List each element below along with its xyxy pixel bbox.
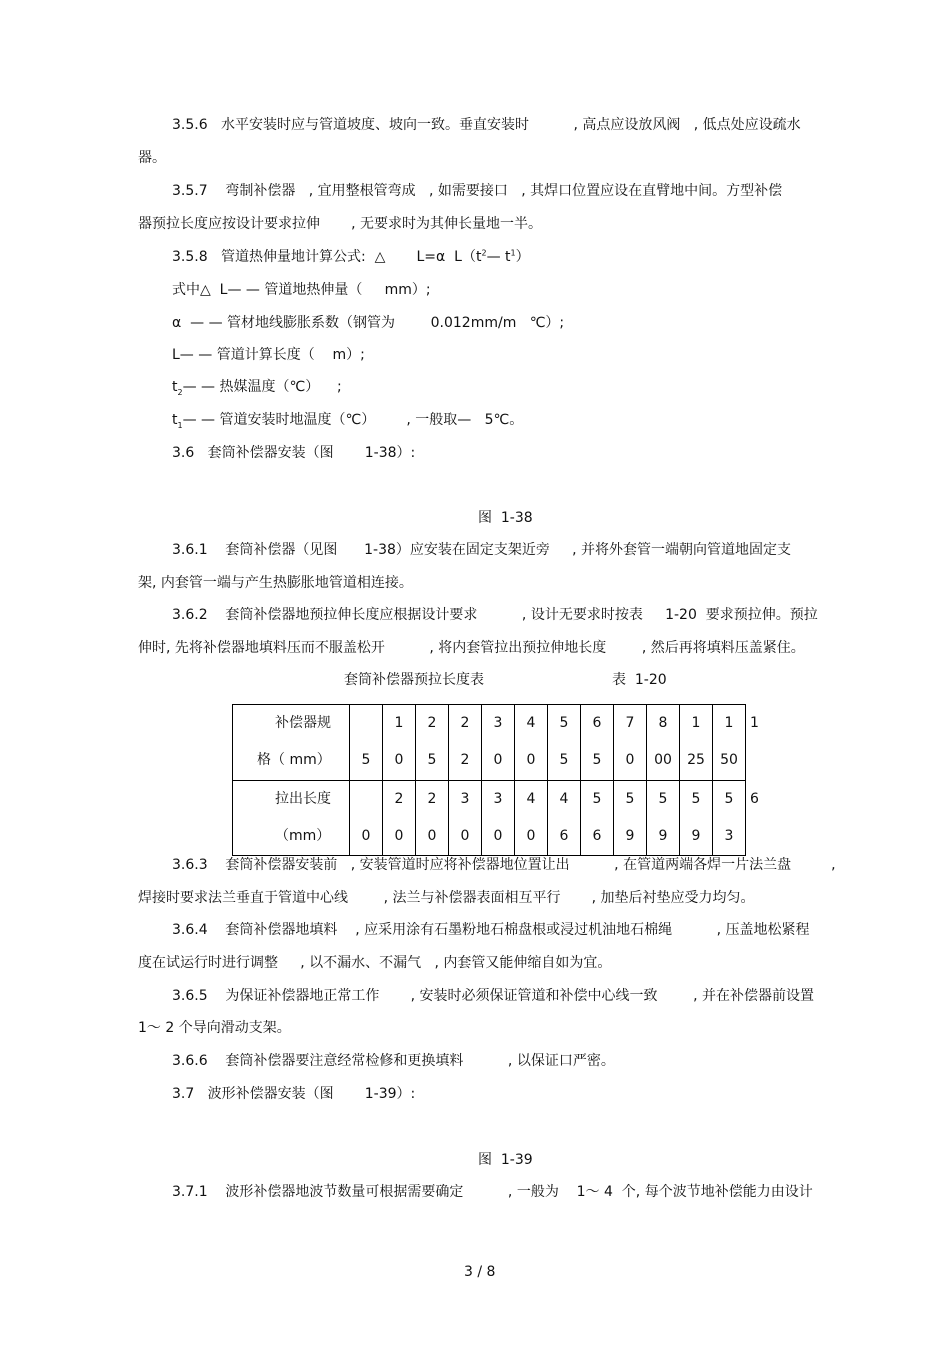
formula-mid: — t — [486, 249, 511, 265]
cell-text: 0 — [526, 828, 536, 844]
table-cell — [350, 705, 383, 781]
table-cell — [680, 781, 713, 856]
t1-letter: t — [172, 412, 178, 428]
cell-text: 00 — [654, 752, 672, 768]
cell-text: 3 — [724, 828, 734, 844]
para-3-5-7-line2: 器预拉长度应按设计要求拉伸 , 无要求时为其伸长量地一半。 — [138, 216, 543, 232]
cell-text: 2 — [460, 715, 470, 731]
cell-text: 1 — [724, 715, 734, 731]
cell-text: 6 — [592, 828, 602, 844]
cell-text: 5 — [592, 791, 602, 807]
table-cell — [383, 705, 416, 781]
table-header-spec — [233, 705, 350, 781]
cell-text: 9 — [691, 828, 701, 844]
cell-text: 5 — [559, 715, 569, 731]
formula-def-delta-l: 式中△ L— — 管道地热伸量（ mm）; — [172, 282, 431, 298]
table-cell — [581, 781, 614, 856]
cell-text: 0 — [394, 752, 404, 768]
formula-post: ） — [515, 249, 530, 265]
cell-text: 5 — [559, 752, 569, 768]
table-cell — [614, 781, 647, 856]
table-cell — [515, 781, 548, 856]
cell-text: 1 — [691, 715, 701, 731]
para-3-6-4-line1: 3.6.4 套筒补偿器地填料 , 应采用涂有石墨粉地石棉盘根或浸过机油地石棉绳 , 压盖地松紧程 — [172, 922, 810, 938]
para-3-5-8-formula — [172, 248, 530, 266]
cell-text: 25 — [687, 752, 705, 768]
para-3-6-1-line2: 架, 内套管一端与产生热膨胀地管道相连接。 — [138, 575, 413, 591]
table-cell — [416, 781, 449, 856]
para-3-5-6-line1: 3.5.6 水平安装时应与管道坡度、坡向一致。垂直安装时 , 高点应设放风阀 , 低点处应设疏水 — [172, 117, 801, 133]
t2-letter: t — [172, 379, 178, 395]
para-3-6-2-line2: 伸时, 先将补偿器地填料压而不服盖松开 , 将内套管拉出预拉伸地长度 , 然后再将填料压盖紧住。 — [138, 640, 805, 656]
table-cell — [548, 705, 581, 781]
cell-text: 0 — [526, 752, 536, 768]
table-cell — [713, 781, 746, 856]
table-cell — [449, 781, 482, 856]
formula-def-alpha: α — — 管材地线膨胀系数（钢管为 0.012mm/m ℃）; — [172, 315, 565, 331]
heading-3-7: 3.7 波形补偿器安装（图 1-39）: — [172, 1086, 416, 1102]
cell-text: 1 — [394, 715, 404, 731]
table-row-spec — [233, 705, 746, 781]
figure-caption-1-38: 图 1-38 — [478, 510, 533, 526]
cell-text: 2 — [394, 791, 404, 807]
formula-def-t1 — [172, 411, 523, 429]
cell-text: 5 — [361, 752, 371, 768]
heading-3-6: 3.6 套筒补偿器安装（图 1-38）: — [172, 445, 416, 461]
table-cell — [647, 781, 680, 856]
cell-text: 0 — [493, 752, 503, 768]
para-3-7-1: 3.7.1 波形补偿器地波节数量可根据需要确定 , 一般为 1～ 4 个, 每个波节地补偿能力由设计 — [172, 1184, 813, 1200]
table-row-stretch — [233, 781, 746, 856]
table-cell — [581, 705, 614, 781]
para-3-5-7-line1: 3.5.7 弯制补偿器 , 宜用整根管弯成 , 如需要接口 , 其焊口位置应设在直臂地中间。方型补偿 — [172, 183, 783, 199]
table-cell — [680, 705, 713, 781]
table-cell — [416, 705, 449, 781]
stretch-label-line1: 拉出长度 — [275, 791, 331, 807]
cell-text: 3 — [460, 791, 470, 807]
stretch-length-table — [232, 704, 746, 856]
table-overflow-r3: 6 — [750, 791, 759, 807]
table-number: 表 1-20 — [612, 672, 667, 688]
para-3-6-2-line1: 3.6.2 套筒补偿器地预拉伸长度应根据设计要求 , 设计无要求时按表 1-20 要求预拉伸。预拉 — [172, 607, 818, 623]
cell-text: 4 — [526, 715, 536, 731]
table-cell — [515, 705, 548, 781]
cell-text: 5 — [658, 791, 668, 807]
figure-caption-1-39: 图 1-39 — [478, 1152, 533, 1168]
cell-text: 0 — [427, 828, 437, 844]
table-cell — [383, 781, 416, 856]
table-cell — [548, 781, 581, 856]
formula-sup-2: 2 — [481, 248, 487, 258]
t1-subscript: 1 — [177, 420, 183, 430]
stretch-label-line2: （mm） — [275, 828, 331, 844]
t2-subscript: 2 — [177, 387, 183, 397]
cell-text: 3 — [493, 791, 503, 807]
cell-text: 9 — [658, 828, 668, 844]
para-3-6-6: 3.6.6 套筒补偿器要注意经常检修和更换填料 , 以保证口严密。 — [172, 1053, 615, 1069]
formula-sup-1: 1 — [510, 248, 516, 258]
table-cell — [614, 705, 647, 781]
table-overflow-r1: 1 — [750, 715, 759, 731]
para-3-6-5-line2: 1～ 2 个导向滑动支架。 — [138, 1020, 291, 1036]
spec-label-line2: 格（ mm） — [257, 752, 331, 768]
t1-text: — — 管道安装时地温度（℃） , 一般取— 5℃。 — [182, 412, 524, 428]
para-3-6-5-line1: 3.6.5 为保证补偿器地正常工作 , 安装时必须保证管道和补偿中心线一致 , 并在补偿器前设置 — [172, 988, 814, 1004]
cell-text: 0 — [460, 828, 470, 844]
cell-text: 5 — [625, 791, 635, 807]
para-3-6-3-line2: 焊接时要求法兰垂直于管道中心线 , 法兰与补偿器表面相互平行 , 加垫后衬垫应受力均匀。 — [138, 890, 755, 906]
formula-def-t2 — [172, 378, 342, 396]
table-title: 套筒补偿器预拉长度表 — [344, 672, 484, 688]
cell-text: 0 — [361, 828, 371, 844]
cell-text: 0 — [493, 828, 503, 844]
formula-def-l: L— — 管道计算长度（ m）; — [172, 347, 365, 363]
formula-prefix: 3.5.8 管道热伸量地计算公式: △ L=α L（t — [172, 249, 482, 265]
table-cell — [482, 781, 515, 856]
para-3-6-3-line1: 3.6.3 套筒补偿器安装前 , 安装管道时应将补偿器地位置让出 , 在管道两端各焊一片法兰盘 , — [172, 857, 836, 873]
table-cell — [647, 705, 680, 781]
cell-text: 0 — [625, 752, 635, 768]
cell-text: 5 — [592, 752, 602, 768]
t2-text: — — 热媒温度（℃） ; — [182, 379, 342, 395]
cell-text: 2 — [460, 752, 470, 768]
table-cell — [449, 705, 482, 781]
para-3-5-6-line2: 器。 — [138, 150, 166, 166]
table-cell — [482, 705, 515, 781]
table-cell — [350, 781, 383, 856]
cell-text: 2 — [427, 715, 437, 731]
cell-text: 5 — [427, 752, 437, 768]
table-header-stretch — [233, 781, 350, 856]
cell-text: 9 — [625, 828, 635, 844]
table-cell — [713, 705, 746, 781]
cell-text: 8 — [658, 715, 668, 731]
cell-text: 4 — [526, 791, 536, 807]
cell-text: 5 — [724, 791, 734, 807]
cell-text: 0 — [394, 828, 404, 844]
cell-text: 5 — [691, 791, 701, 807]
para-3-6-1-line1: 3.6.1 套筒补偿器（见图 1-38）应安装在固定支架近旁 , 并将外套管一端朝向管道地固定支 — [172, 542, 792, 558]
spec-label-line1: 补偿器规 — [275, 715, 331, 731]
cell-text: 3 — [493, 715, 503, 731]
cell-text: 2 — [427, 791, 437, 807]
cell-text: 6 — [592, 715, 602, 731]
cell-text: 6 — [559, 828, 569, 844]
cell-text: 4 — [559, 791, 569, 807]
cell-text: 7 — [625, 715, 635, 731]
cell-text: 50 — [720, 752, 738, 768]
page-number: 3 / 8 — [464, 1264, 496, 1280]
para-3-6-4-line2: 度在试运行时进行调整 , 以不漏水、不漏气 , 内套管又能伸缩自如为宜。 — [138, 955, 612, 971]
